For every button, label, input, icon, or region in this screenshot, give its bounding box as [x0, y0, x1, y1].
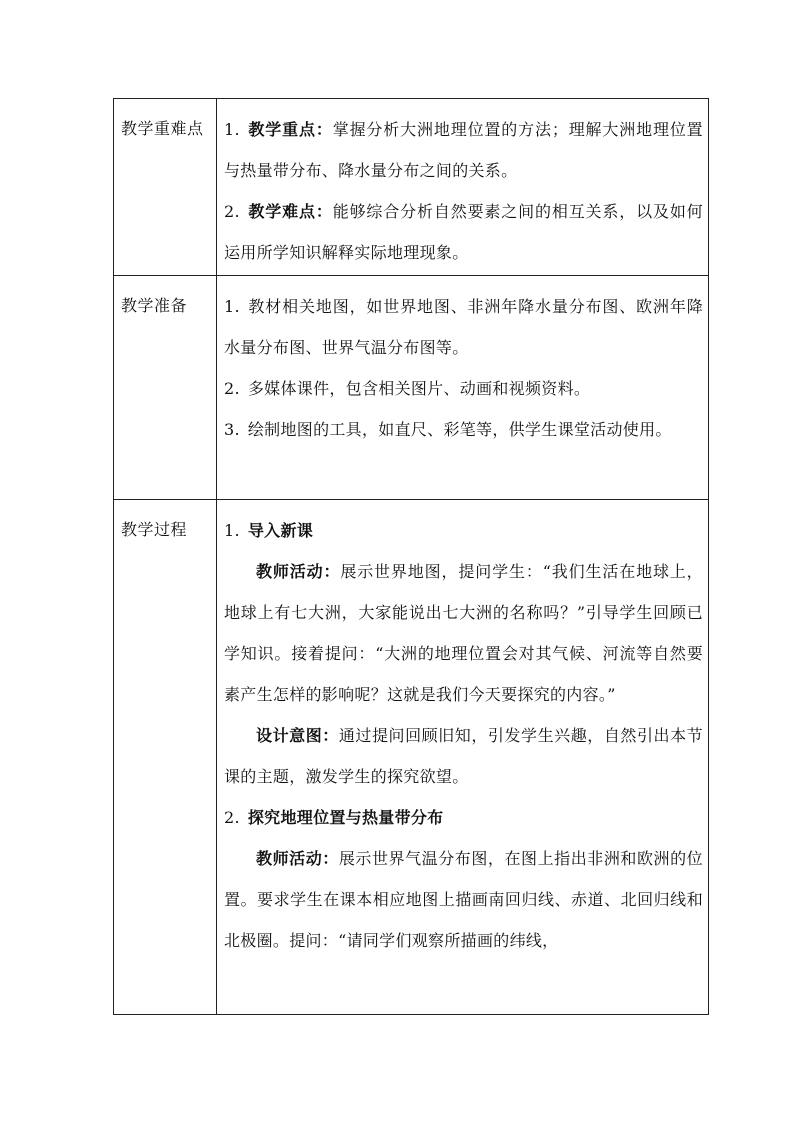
item-text: 教材相关地图，如世界地图、非洲年降水量分布图、欧洲年降水量分布图、世界气温分布图等。: [224, 297, 703, 357]
table-row: [114, 276, 709, 500]
row-content-cell: [217, 276, 709, 500]
list-item: 1. 教学重点：掌握分析大洲地理位置的方法；理解大洲地理位置与热量带分布、降水量分布之间的关系。: [224, 120, 703, 180]
section-heading: 2. 探究地理位置与热量带分布: [224, 808, 444, 827]
design-intent: [224, 715, 703, 797]
list-item: 2. 多媒体课件，包含相关图片、动画和视频资料。: [224, 379, 591, 398]
design-text: 通过提问回顾旧知，引发学生兴趣，自然引出本节课的主题，激发学生的探究欲望。: [224, 726, 703, 786]
row-label: 教学过程: [121, 520, 188, 539]
row-label: 教学重难点: [121, 119, 204, 138]
row-label-cell: [114, 99, 217, 276]
row-content-cell: [217, 500, 709, 1015]
item-title: 教学难点：: [247, 202, 333, 221]
table-row: [114, 99, 709, 276]
lesson-plan-table: [113, 98, 709, 1015]
activity-text: 展示世界地图，提问学生：“我们生活在地球上，地球上有七大洲，大家能说出七大洲的名称吗？”引导学生回顾已学知识。接着提问：“大洲的地理位置会对其气候、河流等自然要素产生怎样的影响呢？这就是我们今天要探究的内容。”: [224, 562, 703, 704]
table-row: [114, 500, 709, 1015]
section-heading: 1. 导入新课: [224, 521, 314, 540]
design-title: 设计意图：: [256, 726, 339, 745]
row-label-cell: [114, 276, 217, 500]
row-content-cell: [217, 99, 709, 276]
item-text: 能够综合分析自然要素之间的相互关系，以及如何运用所学知识解释实际地理现象。: [224, 202, 703, 262]
item-text: 掌握分析大洲地理位置的方法；理解大洲地理位置与热量带分布、降水量分布之间的关系。: [224, 120, 703, 180]
list-item: 2. 教学难点：能够综合分析自然要素之间的相互关系，以及如何运用所学知识解释实际地理现象。: [224, 202, 703, 262]
teacher-activity: [224, 838, 703, 961]
teacher-activity: [224, 551, 703, 715]
list-item: 1. 教材相关地图，如世界地图、非洲年降水量分布图、欧洲年降水量分布图、世界气温分布图等。: [224, 297, 703, 357]
item-text: 多媒体课件，包含相关图片、动画和视频资料。: [247, 379, 591, 398]
row-label-cell: [114, 500, 217, 1015]
activity-title: 教师活动：: [256, 849, 339, 868]
activity-text: 展示世界气温分布图，在图上指出非洲和欧洲的位置。要求学生在课本相应地图上描画南回归线、赤道、北回归线和北极圈。提问：“请同学们观察所描画的纬线，: [224, 849, 703, 950]
list-item: 3. 绘制地图的工具，如直尺、彩笔等，供学生课堂活动使用。: [224, 420, 672, 439]
item-text: 绘制地图的工具，如直尺、彩笔等，供学生课堂活动使用。: [247, 420, 672, 439]
row-label: 教学准备: [121, 296, 188, 315]
item-title: 教学重点：: [247, 120, 333, 139]
activity-title: 教师活动：: [256, 562, 341, 581]
